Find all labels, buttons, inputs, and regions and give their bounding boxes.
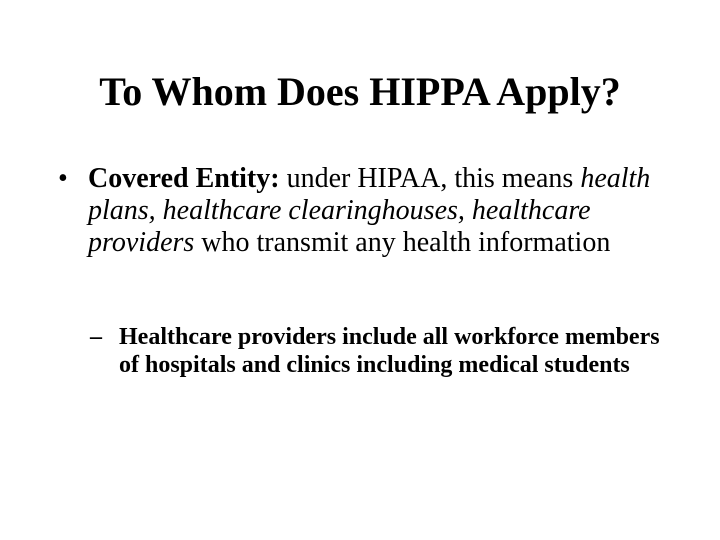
bullet-lead: under HIPAA, this means xyxy=(279,163,581,194)
bullet-entities: health plans, healthcare clearinghouses, healthcare providers xyxy=(88,163,651,258)
sub-bullet-marker: – xyxy=(90,324,102,350)
slide-title: To Whom Does HIPPA Apply? xyxy=(99,69,621,114)
sub-bullet-text: Healthcare providers include all workforce members of hospitals and clinics including medical students xyxy=(119,324,660,378)
bullet-text xyxy=(88,163,678,259)
bullet-covered-entity xyxy=(58,163,678,259)
bullet-marker: • xyxy=(58,163,68,194)
bullet-term: Covered Entity: xyxy=(88,163,280,194)
bullet-tail: who transmit any health information xyxy=(194,227,611,258)
sub-bullet-providers xyxy=(90,323,670,379)
